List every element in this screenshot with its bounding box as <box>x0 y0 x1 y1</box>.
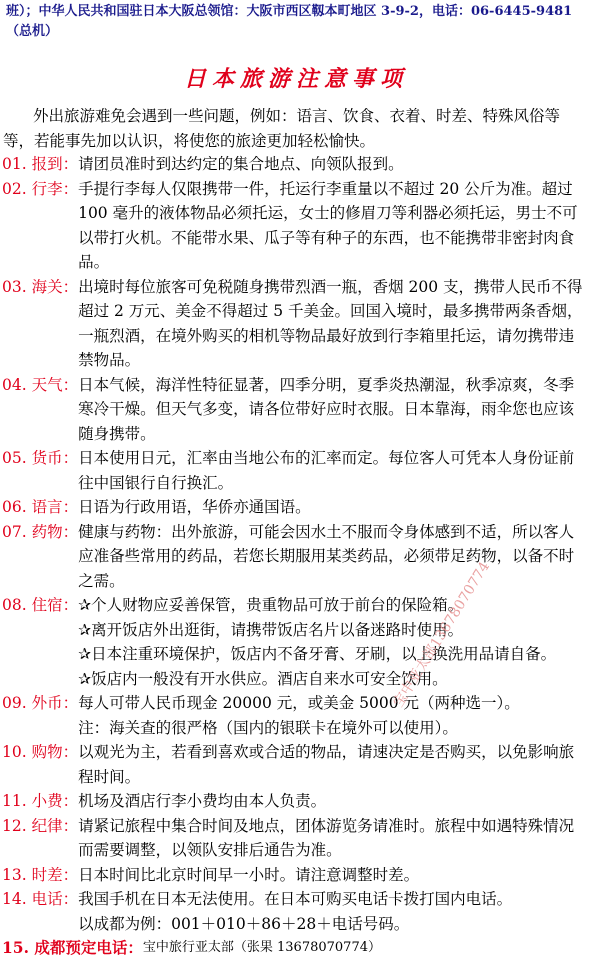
item-label: 14. 电话： <box>2 890 79 908</box>
item-text: 健康与药物：出外旅游，可能会因水土不服而令身体感到不适，所以客人应准备些常用的药品，若您长期服用某类药品，必须带足药物，以备不时之需。 <box>78 522 575 590</box>
list-item-time-difference <box>2 863 588 888</box>
header-line-1: 班）；中华人民共和国驻日本大阪总领馆：大阪市西区靱本町地区 3-9-2，电话：06-6445-9481 <box>6 4 573 19</box>
list-item-accommodation <box>2 593 588 691</box>
item-note: 注：海关查的很严格（国内的银联卡在境外可以使用）。 <box>78 718 458 737</box>
item-label: 08. 住宿： <box>2 596 79 614</box>
list-item-weather <box>2 373 588 447</box>
list-item-shopping <box>2 740 588 789</box>
item-text: 日语为行政用语，华侨亦通国语。 <box>78 498 311 516</box>
item-label: 11. 小费： <box>2 792 79 810</box>
item-label: 01. 报到： <box>2 155 79 173</box>
item-text: 日本时间比北京时间早一小时。请注意调整时差。 <box>78 865 420 884</box>
list-item-currency <box>2 446 588 495</box>
item-text: 机场及酒店行李小费均由本人负责。 <box>78 792 327 810</box>
intro-paragraph: 外出旅游难免会遇到一些问题，例如：语言、饮食、衣着、时差、特殊风俗等等，若能事先加以认识，将使您的旅途更加轻松愉快。 <box>3 107 561 150</box>
item-label: 05. 货币： <box>2 449 79 467</box>
item-text: 每人可带人民币现金 20000 元，或美金 5000 元（两种选一）。 <box>78 694 520 712</box>
list-item-tips <box>2 789 588 814</box>
item-text: 日本气候，海洋性特征显著，四季分明，夏季炎热潮湿，秋季凉爽，冬季寒冷干燥。但天气多变，请各位带好应时衣服。日本靠海，雨伞您也应该随身携带。 <box>78 375 575 443</box>
item-text: 出境时每位旅客可免税随身携带烈酒一瓶，香烟 200 支，携带人民币不得超过 2 万元、美金不得超过 5 千美金。回国入境时，最多携带两条香烟，一瓶烈酒，在境外购买的相机等物品最好放到行李箱里托运，请勿携带违禁物品。 <box>78 277 583 369</box>
item-text: ✰离开饭店外出逛街，请携带饭店名片以备迷路时使用。 <box>78 620 464 639</box>
booking-contact: 宝中旅行亚太部（张果 13678070774） <box>142 940 381 955</box>
list-item-luggage <box>2 177 588 275</box>
list-item-discipline <box>2 814 588 863</box>
item-label: 15. 成都预定电话： <box>2 938 143 957</box>
item-text: 手提行李每人仅限携带一件，托运行李重量以不超过 20 公斤为准。超过 100 毫升的液体物品必须托运，女士的修眉刀等利器必须托运，男士不可以带打火机。不能带水果、瓜子等有种子的东西，也不能携带非密封肉食品。 <box>78 179 578 271</box>
item-label: 13. 时差： <box>2 865 79 884</box>
header-line-2: （总机） <box>6 24 59 39</box>
document-title: 日本旅游注意事项 <box>183 66 408 92</box>
list-item-checkin <box>2 152 588 177</box>
item-text: 请团员准时到达约定的集合地点、向领队报到。 <box>78 155 404 173</box>
notice-list <box>2 152 588 961</box>
list-item-foreign-currency <box>2 691 588 740</box>
watermark-text: 宝中亚太部13678070774 <box>390 559 494 711</box>
item-label: 12. 纪律： <box>2 816 79 835</box>
list-item-phone <box>2 887 588 936</box>
item-text: ✰日本注重环境保护，饭店内不备牙膏、牙刷，以上换洗用品请自备。 <box>78 645 557 663</box>
item-label: 06. 语言： <box>2 498 79 516</box>
list-item-booking-phone <box>2 936 588 961</box>
item-label: 04. 天气： <box>2 375 79 394</box>
item-label: 10. 购物： <box>2 743 79 761</box>
list-item-language <box>2 495 588 520</box>
list-item-medicine <box>2 520 588 594</box>
item-text: 请紧记旅程中集合时间及地点，团体游览务请准时。旅程中如遇特殊情况而需要调整，以领队安排后通告为准。 <box>78 816 575 859</box>
item-label: 03. 海关： <box>2 277 79 296</box>
item-text: 日本使用日元，汇率由当地公布的汇率而定。每位客人可凭本人身份证前往中国银行自行换汇。 <box>78 449 575 492</box>
item-label: 09. 外币： <box>2 694 79 712</box>
item-text: 我国手机在日本无法使用。在日本可购买电话卡拨打国内电话。 <box>78 890 513 908</box>
header-consulate-info <box>6 2 586 42</box>
item-text: ✰个人财物应妥善保管，贵重物品可放于前台的保险箱。 <box>78 596 464 614</box>
item-text: 以观光为主，若看到喜欢或合适的物品，请速决定是否购买，以免影响旅程时间。 <box>78 743 575 786</box>
item-example: 以成都为例：001＋010＋86＋28＋电话号码。 <box>78 914 410 933</box>
item-label: 07. 药物： <box>2 522 79 541</box>
item-label: 02. 行李： <box>2 179 79 198</box>
list-item-customs <box>2 275 588 373</box>
item-text: ✰饭店内一般没有开水供应。酒店自来水可安全饮用。 <box>78 669 448 688</box>
